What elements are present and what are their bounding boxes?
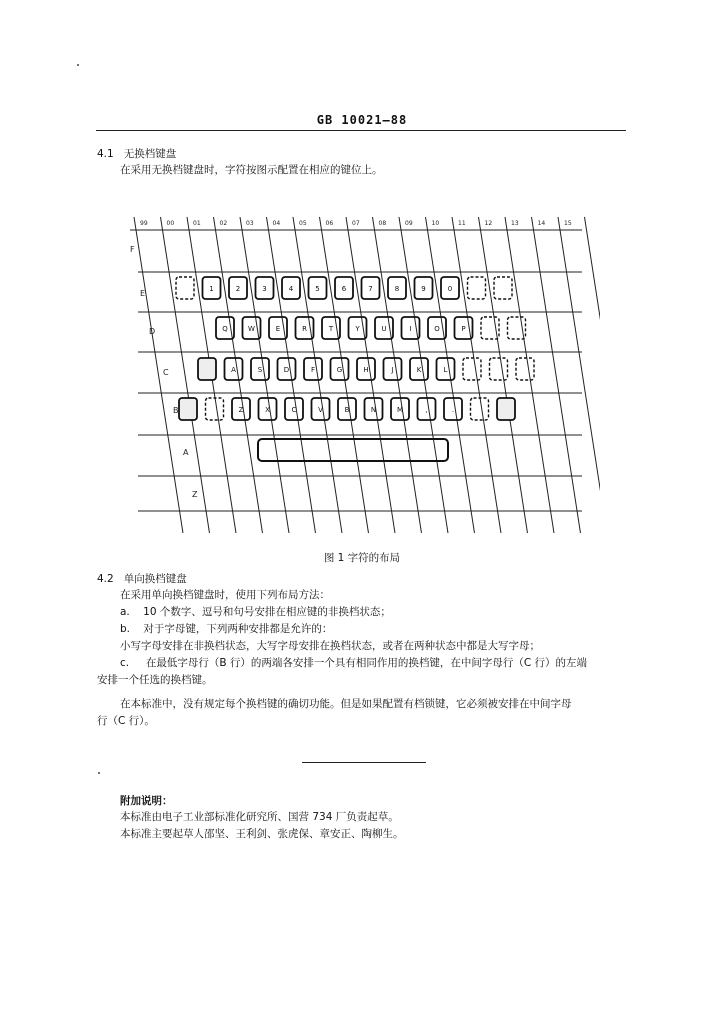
scan-speck: [77, 64, 79, 66]
key-B: [338, 398, 356, 420]
column-label: 10: [431, 220, 440, 227]
appendix-line: 本标准主要起草人邵坚、王利剑、张虎保、章安正、陶柳生。: [120, 828, 404, 840]
svg-text:W: W: [248, 325, 255, 333]
row-label: C: [163, 368, 169, 377]
key-E: [269, 317, 287, 339]
svg-text:M: M: [396, 406, 404, 414]
svg-text:9: 9: [421, 285, 426, 293]
key-M: [391, 398, 409, 420]
list-marker: c.: [120, 657, 130, 669]
list-item-b: [120, 622, 332, 636]
grid-column-line: [426, 217, 475, 533]
list-item-b-detail: 小写字母安排在非换档状态，大写字母安排在换档状态，或者在两种状态中都是大写字母；: [120, 640, 540, 652]
svg-text:C: C: [291, 406, 297, 414]
section-4-2-heading: [97, 572, 187, 586]
column-label: 04: [272, 220, 281, 227]
key-5: [309, 277, 327, 299]
note-line: 在本标准中，没有规定每个换档键的确切功能。但是如果配置有档锁键，它必须被安排在中间字母: [120, 698, 572, 710]
grid-column-line: [240, 217, 289, 533]
svg-text:Z: Z: [238, 406, 244, 414]
svg-text:P: P: [461, 325, 466, 333]
key-P: [455, 317, 473, 339]
key-6: [335, 277, 353, 299]
key-8: [388, 277, 406, 299]
grid-column-line: [370, 217, 422, 533]
svg-text:N: N: [370, 406, 377, 414]
section-number: 4.1: [97, 148, 114, 160]
column-label: 12: [484, 220, 493, 227]
key-W: [243, 317, 261, 339]
list-text: 在最低字母行（B 行）的两端各安排一个具有相同作用的换档键，在中间字母行（C 行）的左端: [145, 657, 588, 669]
section-4-1-body: 在采用无换档键盘时，字符按图示配置在相应的键位上。: [120, 164, 383, 176]
svg-text:.: .: [451, 406, 455, 414]
svg-text:E: E: [275, 325, 281, 333]
svg-text:,: ,: [425, 406, 428, 414]
empty-key: [206, 398, 224, 420]
column-label: 11: [458, 220, 466, 227]
svg-text:D: D: [283, 366, 290, 374]
grid-column-line: [320, 217, 369, 533]
svg-text:O: O: [434, 325, 440, 333]
key-2: [229, 277, 247, 299]
svg-text:Q: Q: [222, 325, 228, 333]
key-Q: [216, 317, 234, 339]
grid-column-line: [267, 217, 316, 533]
key-K: [410, 358, 428, 380]
key-1: [203, 277, 221, 299]
key-D: [278, 358, 296, 380]
svg-text:7: 7: [368, 285, 373, 293]
key-F: [304, 358, 322, 380]
section-title: 单向换档键盘: [123, 573, 187, 585]
column-label: 14: [537, 220, 546, 227]
column-label: 05: [299, 220, 307, 227]
grid-column-line: [479, 217, 528, 533]
key-.: [444, 398, 462, 420]
section-title: 无换档键盘: [123, 148, 177, 160]
key-O: [428, 317, 446, 339]
row-label: E: [140, 289, 146, 298]
grid-column-line: [585, 217, 601, 533]
header-rule: [96, 130, 626, 131]
key-0: [441, 277, 459, 299]
key-,: [418, 398, 436, 420]
svg-text:V: V: [318, 406, 323, 414]
key-A: [225, 358, 243, 380]
key-Z: [232, 398, 250, 420]
svg-text:G: G: [336, 366, 343, 374]
list-text: 10 个数字、逗号和句号安排在相应键的非换档状态；: [143, 606, 391, 618]
column-label: 08: [378, 220, 387, 227]
svg-text:R: R: [302, 325, 307, 333]
key-S: [251, 358, 269, 380]
key-7: [362, 277, 380, 299]
grid-column-line: [558, 217, 600, 533]
column-label: 09: [405, 220, 413, 227]
grid-column-line: [505, 217, 554, 533]
empty-key: [481, 317, 499, 339]
empty-key: [490, 358, 508, 380]
empty-key: [463, 358, 481, 380]
list-marker: b.: [120, 623, 131, 635]
key-L: [437, 358, 455, 380]
column-label: 15: [564, 220, 572, 227]
svg-text:U: U: [381, 325, 387, 333]
grid-column-line: [532, 217, 581, 533]
list-item-c: [120, 656, 587, 670]
svg-text:1: 1: [209, 285, 214, 293]
grid-column-line: [396, 217, 448, 533]
grid-column-line: [214, 217, 263, 533]
empty-key: [508, 317, 526, 339]
section-4-1-heading: [97, 147, 176, 161]
list-marker: a.: [120, 606, 130, 618]
svg-text:L: L: [443, 366, 448, 374]
svg-text:Y: Y: [355, 325, 360, 333]
column-label: 06: [325, 220, 334, 227]
column-label: 07: [352, 220, 360, 227]
column-label: 01: [193, 220, 201, 227]
keyboard-layout-diagram: [120, 205, 600, 545]
scan-speck: [98, 772, 100, 774]
note-line-continued: 行（C 行）。: [97, 715, 155, 727]
appendix-title: 附加说明：: [120, 795, 173, 807]
key-G: [331, 358, 349, 380]
key-C: [285, 398, 303, 420]
svg-text:2: 2: [235, 285, 241, 293]
svg-text:S: S: [257, 366, 263, 374]
section-4-2-intro: 在采用单向换档键盘时，使用下列布局方法：: [120, 589, 330, 601]
list-item-c-continued: 安排一个任选的换档键。: [97, 674, 213, 686]
key-X: [259, 398, 277, 420]
key-9: [415, 277, 433, 299]
key-3: [256, 277, 274, 299]
svg-text:3: 3: [262, 285, 267, 293]
svg-text:6: 6: [341, 285, 347, 293]
key-4: [282, 277, 300, 299]
grid-column-line: [293, 217, 342, 533]
row-label: A: [183, 448, 189, 457]
svg-text:K: K: [416, 366, 422, 374]
key-N: [365, 398, 383, 420]
grid-column-line: [346, 217, 395, 533]
svg-text:F: F: [310, 366, 316, 374]
empty-key: [198, 358, 216, 380]
figure-caption: 图 1 字符的布局: [323, 552, 401, 564]
empty-key: [516, 358, 534, 380]
row-label: D: [149, 327, 156, 336]
row-label: B: [173, 406, 179, 415]
key-H: [357, 358, 375, 380]
key-Y: [349, 317, 367, 339]
grid-column-line: [452, 217, 501, 533]
section-separator: [302, 762, 426, 763]
svg-text:I: I: [409, 325, 412, 333]
row-label: F: [130, 245, 135, 254]
empty-key: [471, 398, 489, 420]
svg-text:4: 4: [288, 285, 294, 293]
empty-key: [179, 398, 197, 420]
svg-text:X: X: [265, 406, 270, 414]
svg-text:A: A: [231, 366, 236, 374]
svg-text:J: J: [391, 366, 394, 374]
row-label: Z: [192, 490, 198, 499]
key-U: [375, 317, 393, 339]
column-label: 02: [219, 220, 228, 227]
appendix-line: 本标准由电子工业部标准化研究所、国营 734 厂负责起草。: [120, 811, 399, 823]
list-item-a: [120, 605, 391, 619]
key-I: [402, 317, 420, 339]
section-number: 4.2: [97, 573, 114, 585]
empty-key: [494, 277, 512, 299]
empty-key: [176, 277, 194, 299]
list-text: 对于字母键，下列两种安排都是允许的：: [143, 623, 333, 635]
svg-text:B: B: [344, 406, 350, 414]
key-T: [322, 317, 340, 339]
svg-text:8: 8: [394, 285, 400, 293]
grid-column-line: [134, 217, 183, 533]
key-R: [296, 317, 314, 339]
key-V: [312, 398, 330, 420]
svg-text:H: H: [363, 366, 369, 374]
column-label: 99: [140, 220, 148, 227]
column-label: 13: [511, 220, 519, 227]
svg-text:T: T: [328, 325, 334, 333]
standard-number: GB 10021—88: [316, 113, 408, 127]
column-label: 00: [166, 220, 175, 227]
space-bar: [258, 439, 448, 461]
column-label: 03: [246, 220, 254, 227]
empty-key: [468, 277, 486, 299]
svg-text:5: 5: [315, 285, 320, 293]
empty-key: [497, 398, 515, 420]
svg-text:0: 0: [447, 285, 453, 293]
key-J: [384, 358, 402, 380]
